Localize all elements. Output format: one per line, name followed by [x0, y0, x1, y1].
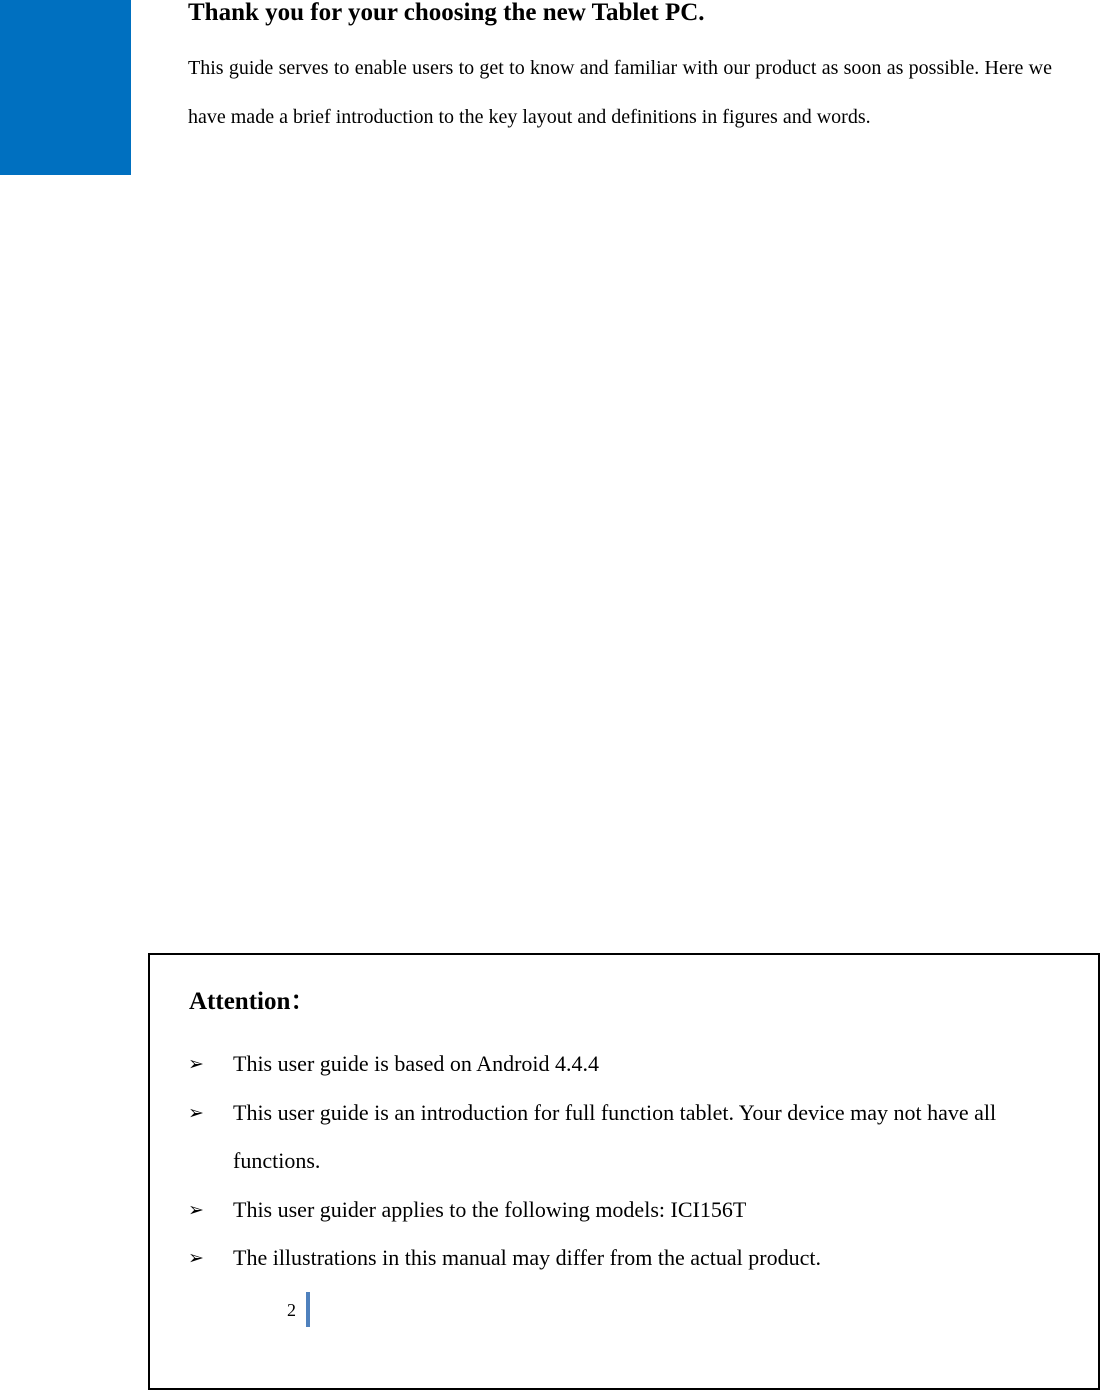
attention-item: [188, 1234, 1058, 1283]
attention-item-text: This user guide is an introduction for full function tablet. Your device may not have all functions.: [233, 1099, 997, 1173]
arrow-bullet-icon: ➢: [188, 1053, 204, 1075]
attention-item: [188, 1186, 1058, 1235]
page-number-rule: [306, 1292, 310, 1327]
attention-item-text: This user guide is based on Android 4.4.4: [233, 1051, 600, 1076]
arrow-bullet-icon: ➢: [188, 1247, 204, 1269]
attention-item-text: The illustrations in this manual may differ from the actual product.: [233, 1245, 821, 1270]
attention-item-text: This user guider applies to the following models: ICI156T: [233, 1196, 747, 1222]
arrow-bullet-icon: ➢: [188, 1101, 204, 1124]
attention-item: [188, 1089, 1058, 1186]
attention-title: Attention：: [189, 988, 316, 1015]
arrow-bullet-icon: ➢: [188, 1198, 204, 1221]
page-heading: Thank you for your choosing the new Tablet PC.: [188, 0, 705, 26]
attention-list: [188, 1040, 1058, 1283]
corner-color-block: [0, 0, 131, 175]
intro-paragraph: This guide serves to enable users to get to know and familiar with our product as soon as possible. Here we have made a brief introduction to the key layout and definitions in figures and words.: [188, 57, 1052, 128]
attention-item: [188, 1040, 1058, 1089]
page-number: 2: [287, 1300, 296, 1320]
attention-box: [148, 953, 1100, 1390]
